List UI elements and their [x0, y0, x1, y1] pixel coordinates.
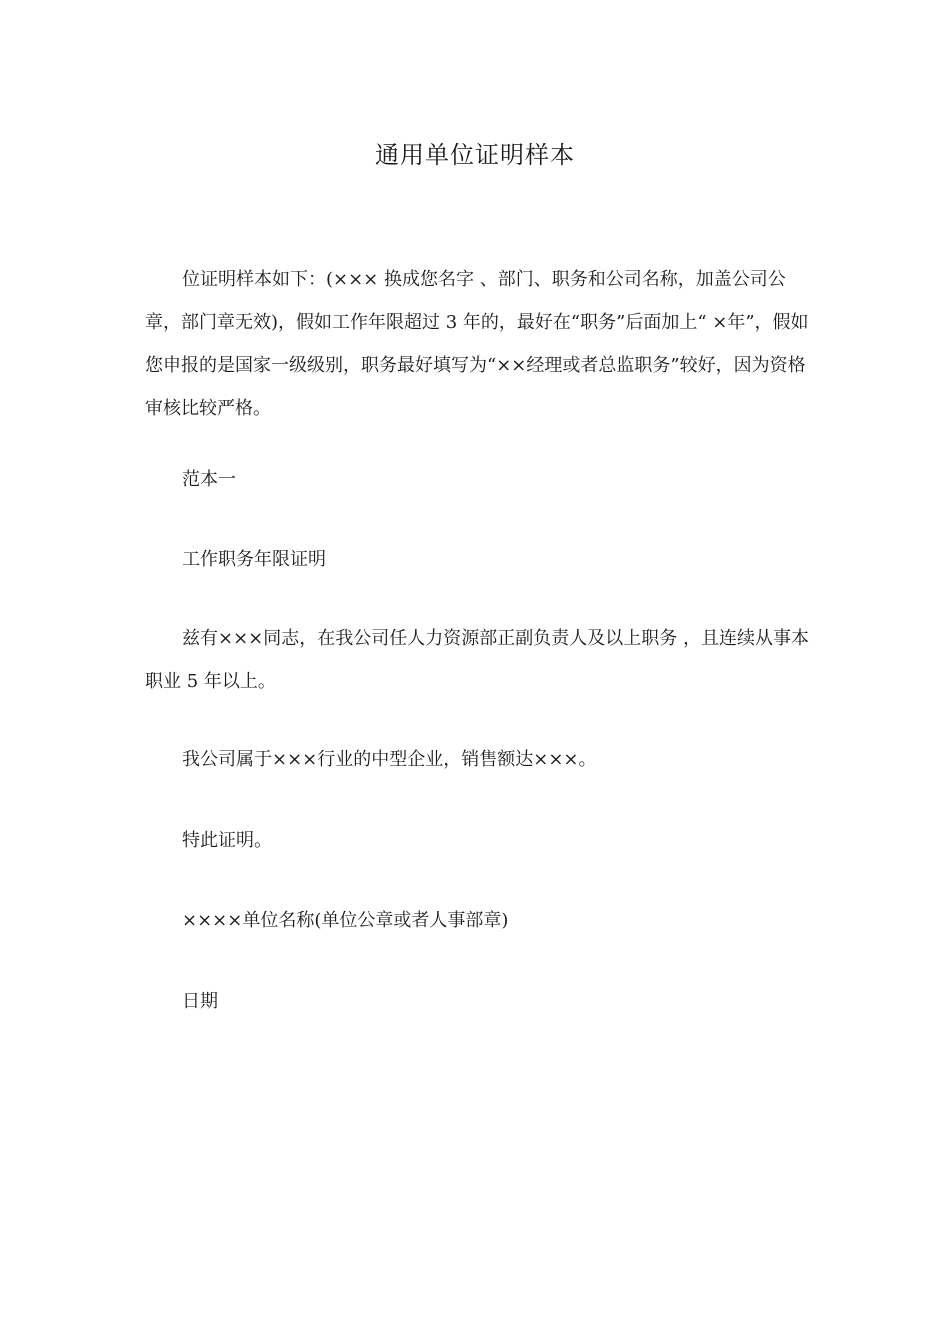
certificate-body-paragraph: 兹有×××同志，在我公司任人力资源部正副负责人及以上职务 ，且连续从事本职业 5 年以上。: [145, 628, 809, 692]
intro-paragraph: 位证明样本如下：(××× 换成您名字 、部门、职务和公司名称，加盖公司公章，部门章无效)，假如工作年限超过 3 年的，最好在“职务”后面加上“ ×年”，假如您申报的是国家一级级别，职务最好填写为“××经理或者总监职务”较好，因为资格审核比较严格。: [145, 269, 809, 419]
company-info-paragraph: 我公司属于×××行业的中型企业，销售额达×××。: [182, 749, 597, 770]
signature-line: ××××单位名称(单位公章或者人事部章): [182, 910, 509, 931]
document-title: 通用单位证明样本: [375, 141, 575, 169]
sample-label: 范本一: [182, 469, 236, 490]
date-label: 日期: [182, 991, 218, 1012]
closing-text: 特此证明。: [182, 830, 272, 851]
certificate-title: 工作职务年限证明: [182, 549, 326, 570]
